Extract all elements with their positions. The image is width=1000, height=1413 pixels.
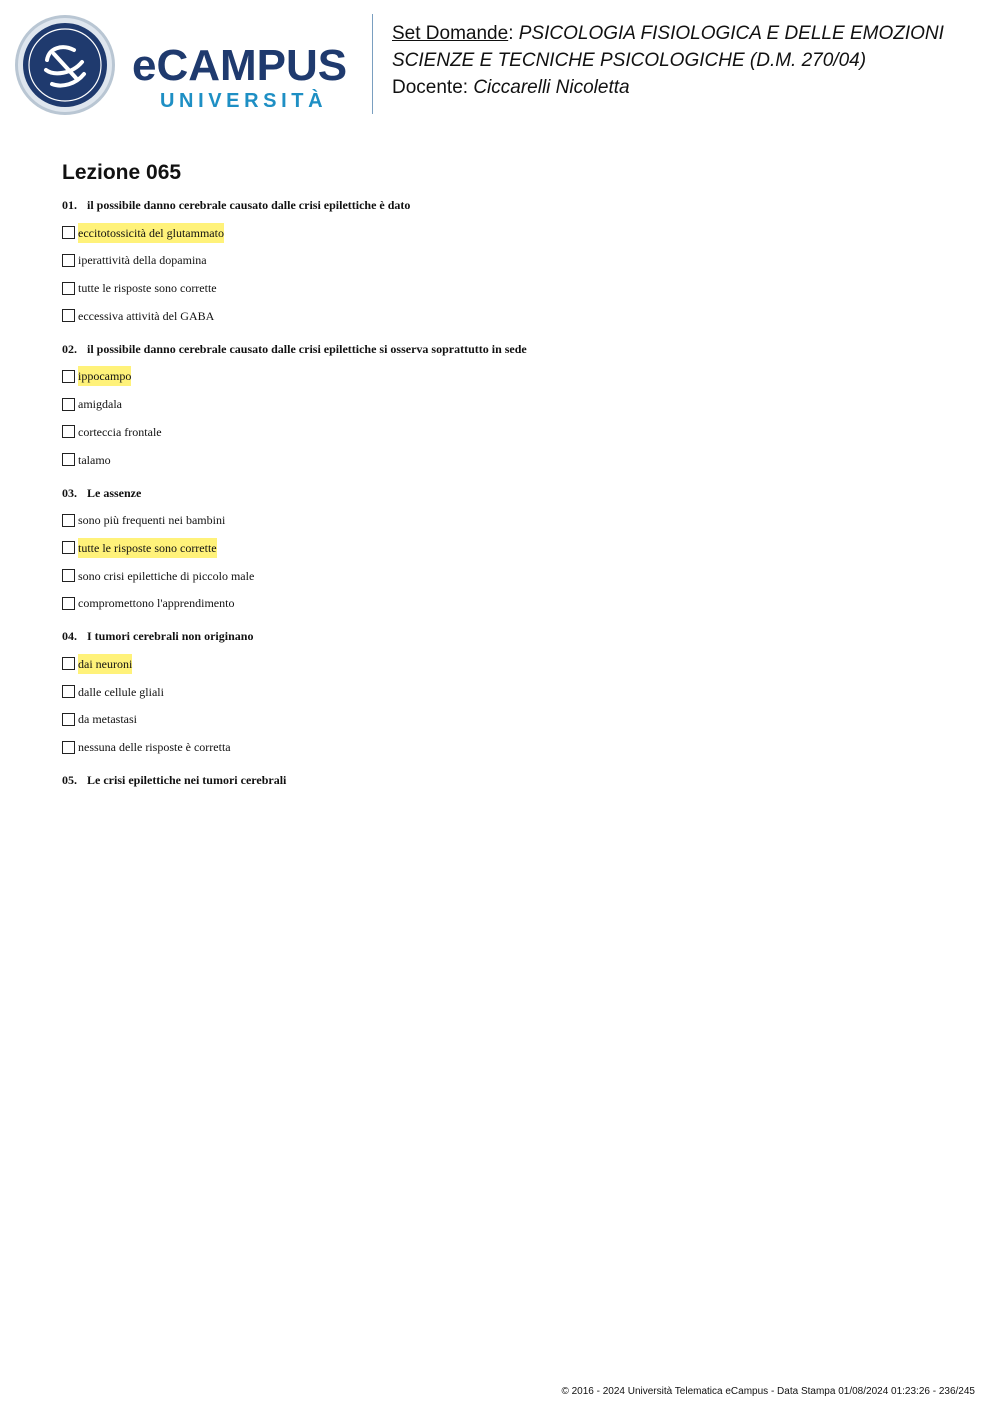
question-title [62, 339, 942, 359]
answer-option[interactable] [62, 593, 942, 613]
question-list [62, 195, 942, 803]
answer-label: sono più frequenti nei bambini [78, 513, 226, 528]
question-text: il possibile danno cerebrale causato dalle crisi epilettiche si osserva soprattutto in sede [87, 341, 527, 356]
answer-label-highlighted: dai neuroni [78, 654, 132, 674]
answer-checkbox[interactable] [62, 514, 75, 527]
brand-name: eCAMPUS [132, 41, 348, 90]
answer-option[interactable] [62, 223, 942, 243]
answer-checkbox[interactable] [62, 282, 75, 295]
question-number: 01. [62, 198, 77, 212]
answer-option[interactable] [62, 450, 942, 470]
question-title [62, 770, 942, 790]
answer-option[interactable] [62, 278, 942, 298]
header-divider [372, 14, 373, 114]
lesson-title: Lezione 065 [62, 161, 182, 184]
teacher-name: Ciccarelli Nicoletta [473, 77, 630, 98]
question-text: il possibile danno cerebrale causato dalle crisi epilettiche è dato [87, 198, 411, 212]
question [62, 626, 942, 757]
answer-option[interactable] [62, 654, 942, 674]
answer-label: talamo [78, 452, 111, 467]
answer-checkbox[interactable] [62, 398, 75, 411]
answer-option[interactable] [62, 306, 942, 326]
answer-label: corteccia frontale [78, 424, 162, 439]
answer-checkbox[interactable] [62, 569, 75, 582]
header-line-3 [392, 74, 944, 101]
question [62, 483, 942, 614]
answer-checkbox[interactable] [62, 713, 75, 726]
answer-label: iperattività della dopamina [78, 253, 207, 268]
question [62, 195, 942, 326]
document-header [392, 20, 944, 101]
set-label: Set Domande [392, 23, 509, 44]
answer-checkbox[interactable] [62, 425, 75, 438]
answer-label: compromettono l'apprendimento [78, 596, 235, 611]
answer-checkbox[interactable] [62, 657, 75, 670]
question-title [62, 195, 942, 215]
brand-subtitle: UNIVERSITÀ [160, 90, 328, 112]
answer-checkbox[interactable] [62, 741, 75, 754]
answer-option[interactable] [62, 566, 942, 586]
answer-option[interactable] [62, 737, 942, 757]
answer-option[interactable] [62, 709, 942, 729]
answer-checkbox[interactable] [62, 541, 75, 554]
answer-option[interactable] [62, 510, 942, 530]
answer-option[interactable] [62, 250, 942, 270]
answer-checkbox[interactable] [62, 597, 75, 610]
answer-label-highlighted: tutte le risposte sono corrette [78, 538, 217, 558]
answer-checkbox[interactable] [62, 254, 75, 267]
question [62, 770, 942, 790]
answer-checkbox[interactable] [62, 685, 75, 698]
question-number: 05. [62, 773, 77, 787]
answer-option[interactable] [62, 682, 942, 702]
question-text: Le assenze [87, 485, 142, 500]
answer-label-highlighted: ippocampo [78, 366, 131, 386]
degree-title: SCIENZE E TECNICHE PSICOLOGICHE (D.M. 270/04) [392, 50, 867, 71]
question-title [62, 483, 942, 503]
answer-label: tutte le risposte sono corrette [78, 281, 217, 296]
answer-checkbox[interactable] [62, 453, 75, 466]
question-title [62, 626, 942, 646]
answer-option[interactable] [62, 422, 942, 442]
ecampus-seal-logo [14, 14, 116, 116]
answer-label-highlighted: eccitotossicità del glutammato [78, 223, 224, 243]
answer-checkbox[interactable] [62, 226, 75, 239]
question-number: 03. [62, 485, 77, 500]
question-number: 02. [62, 341, 77, 356]
question [62, 339, 942, 470]
answer-label: nessuna delle risposte è corretta [78, 740, 231, 754]
header-line-1: Set Domande: PSICOLOGIA FISIOLOGICA E DELLE EMOZIONI [392, 23, 944, 44]
question-number: 04. [62, 629, 77, 644]
answer-option[interactable] [62, 538, 942, 558]
answer-label: amigdala [78, 397, 122, 412]
course-title: PSICOLOGIA FISIOLOGICA E DELLE EMOZIONI [518, 23, 944, 44]
teacher-label: Docente: [392, 77, 469, 98]
answer-label: da metastasi [78, 712, 137, 727]
page-footer: © 2016 - 2024 Università Telematica eCampus - Data Stampa 01/08/2024 01:23:26 - 236/245 [561, 1386, 975, 1397]
answer-option[interactable] [62, 366, 942, 386]
answer-option[interactable] [62, 394, 942, 414]
question-text: Le crisi epilettiche nei tumori cerebrali [87, 773, 287, 787]
answer-label: eccessiva attività del GABA [78, 308, 215, 323]
answer-checkbox[interactable] [62, 309, 75, 322]
ecampus-wordmark [132, 41, 356, 113]
answer-label: dalle cellule gliali [78, 684, 164, 699]
answer-checkbox[interactable] [62, 370, 75, 383]
question-text: I tumori cerebrali non originano [87, 629, 254, 644]
answer-label: sono crisi epilettiche di piccolo male [78, 568, 255, 583]
